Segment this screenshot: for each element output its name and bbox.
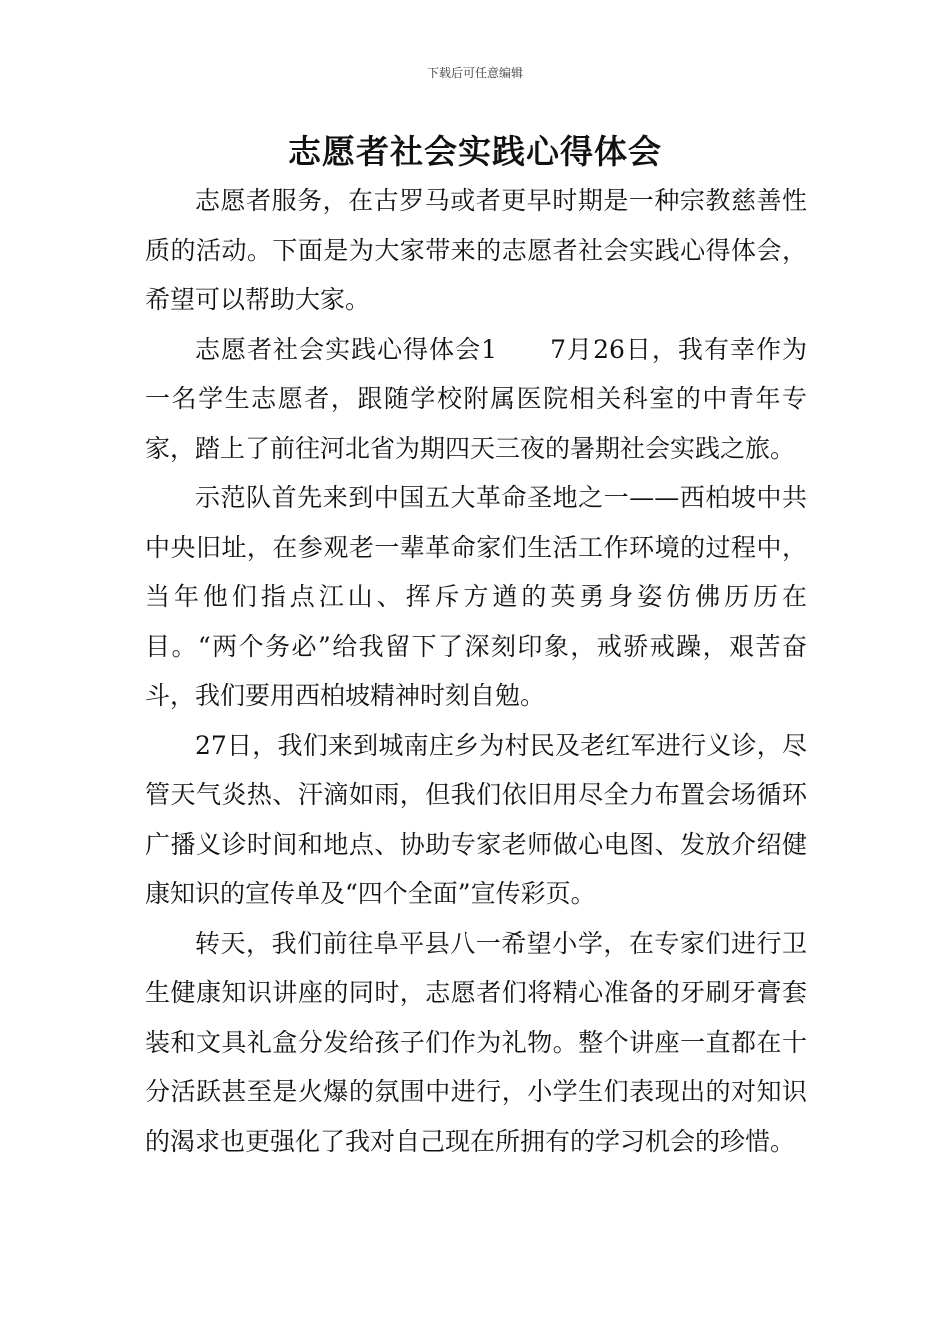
paragraph-experience-1: 志愿者社会实践心得体会1 7月26日，我有幸作为一名学生志愿者，跟随学校附属医院相关科室的中青年专家，踏上了前往河北省为期四天三夜的暑期社会实践之旅。 [145, 334, 807, 463]
document-title: 志愿者社会实践心得体会 [288, 132, 662, 171]
paragraph-school: 转天，我们前往阜平县八一希望小学，在专家们进行卫生健康知识讲座的同时，志愿者们将精心准备的牙刷牙膏套装和文具礼盒分发给孩子们作为礼物。整个讲座一直都在十分活跃甚至是火爆的氛围中进行，小学生们表现出的对知识的渴求也更强化了我对自己现在所拥有的学习机会的珍惜。 [145, 928, 807, 1156]
paragraph-xibaipo: 示范队首先来到中国五大革命圣地之一——西柏坡中共中央旧址，在参观老一辈革命家们生活工作环境的过程中，当年他们指点江山、挥斥方遒的英勇身姿仿佛历历在目。“两个务必”给我留下了深刻印象，戒骄戒躁，艰苦奋斗，我们要用西柏坡精神时刻自勉。 [145, 483, 807, 710]
document-body [145, 176, 807, 1166]
paragraph-clinic: 27日，我们来到城南庄乡为村民及老红军进行义诊，尽管天气炎热、汗滴如雨，但我们依旧用尽全力布置会场循环广播义诊时间和地点、协助专家老师做心电图、发放介绍健康知识的宣传单及“四个全面”宣传彩页。 [145, 730, 807, 908]
paragraph-intro: 志愿者服务，在古罗马或者更早时期是一种宗教慈善性质的活动。下面是为大家带来的志愿者社会实践心得体会，希望可以帮助大家。 [145, 186, 807, 314]
header-note: 下载后可任意编辑 [426, 66, 523, 80]
